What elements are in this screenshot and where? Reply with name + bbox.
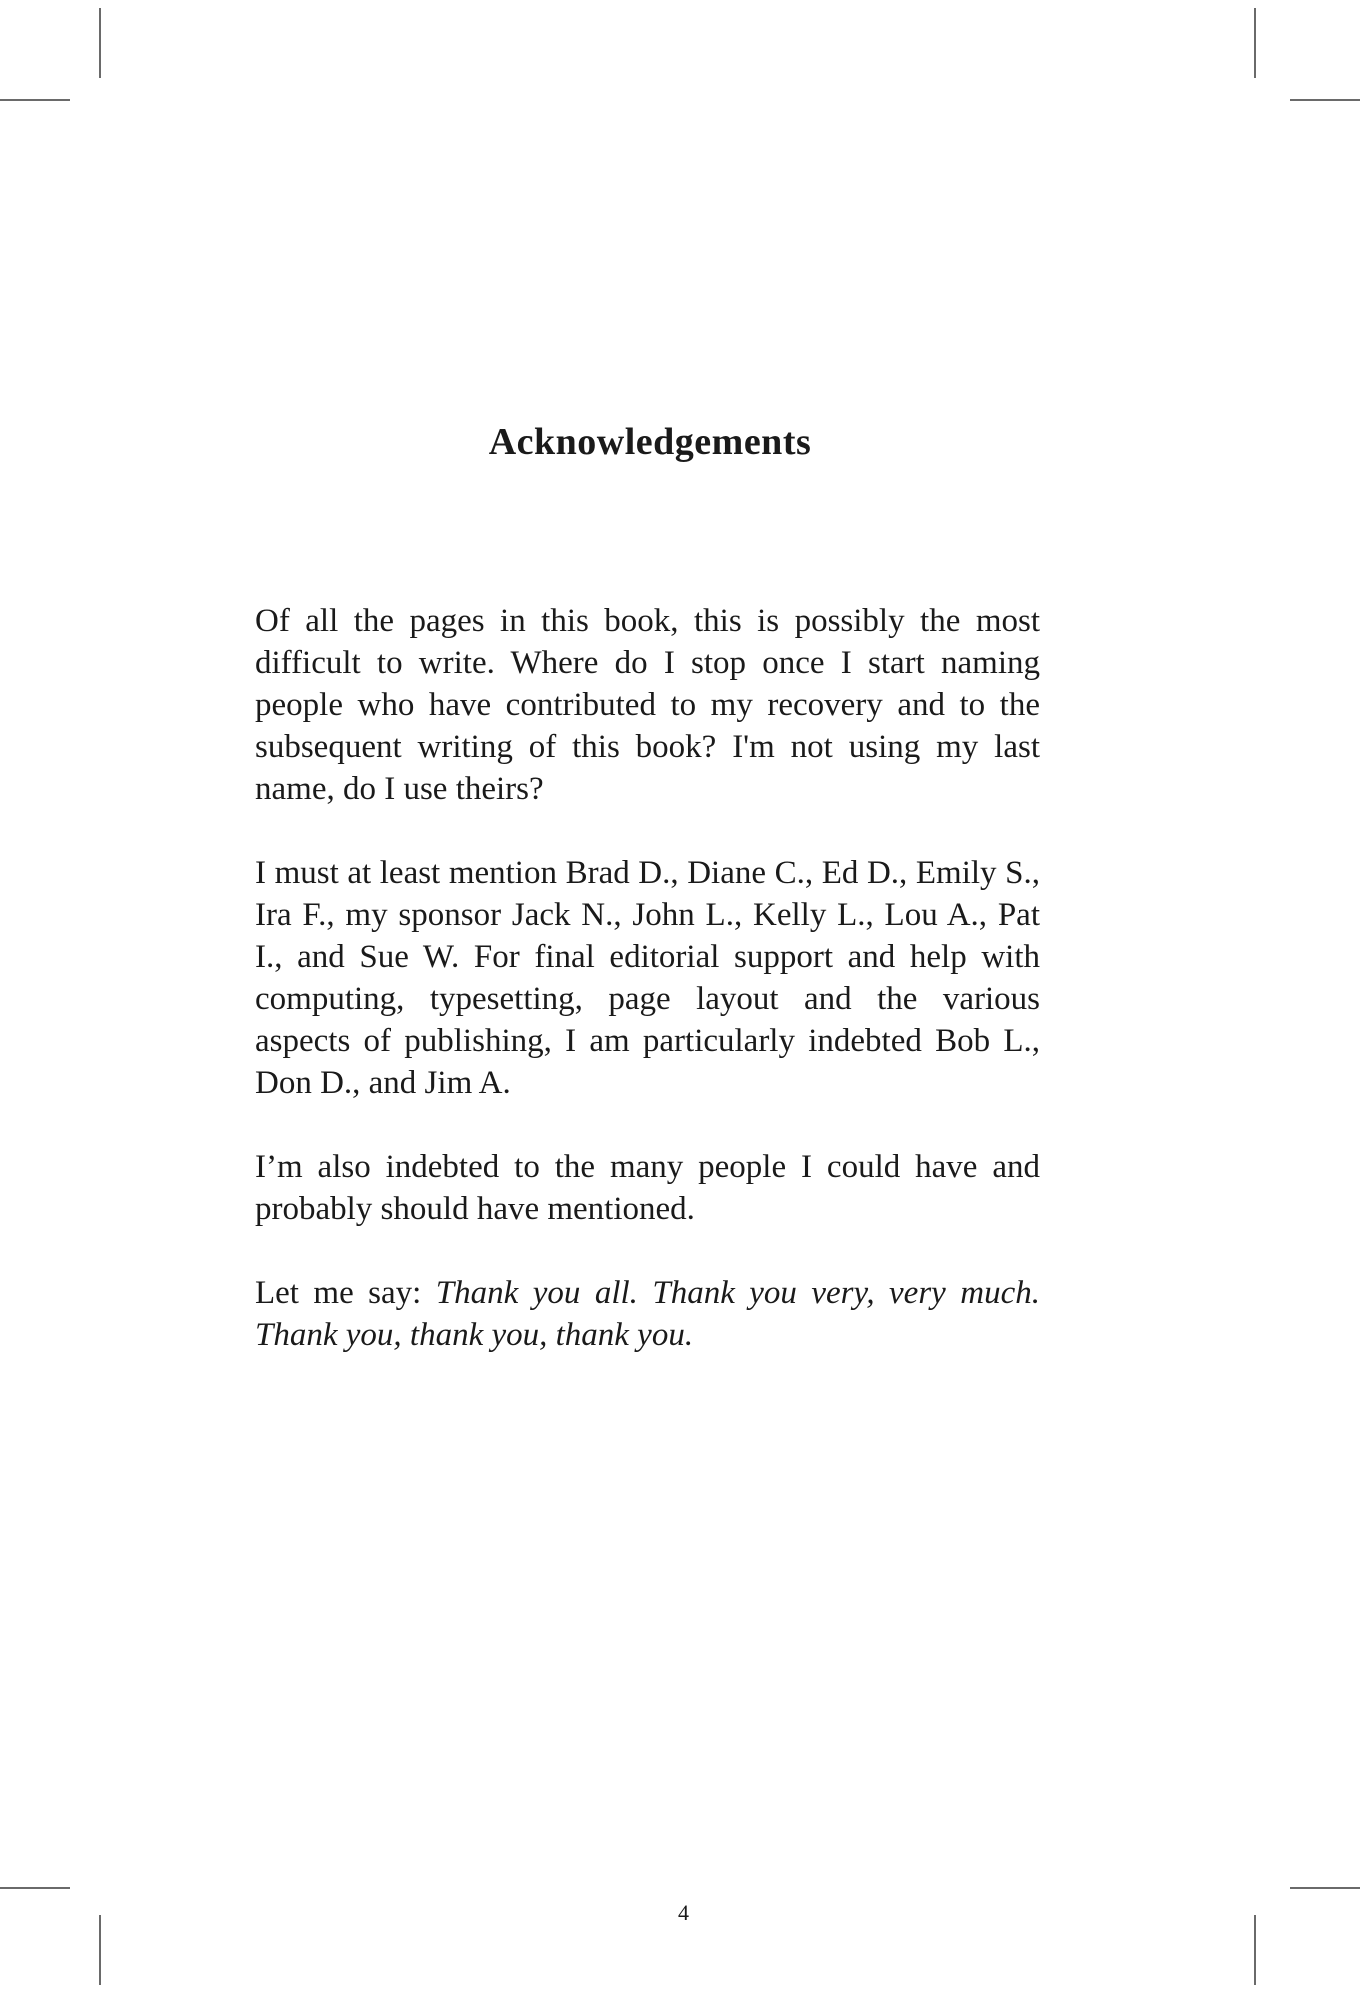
paragraph: I must at least mention Brad D., Diane C., Ed D., Emily S., Ira F., my sponsor Jack N., John L., Kelly L., Lou A., Pat I., and Sue W. For final editorial support and help with computing, typesetting, page layout and the various aspects of publishing, I am particularly indebted Bob L., Don D., and Jim A. — [255, 855, 1040, 1101]
crop-mark-top-right-horizontal — [1290, 99, 1360, 101]
crop-mark-top-left-vertical — [99, 8, 101, 78]
closing-thanks: Thank you all. Thank you very, very much. Thank you, thank you, thank you. — [255, 1275, 1040, 1353]
paragraph: I’m also indebted to the many people I could have and probably should have mentioned. — [255, 1149, 1040, 1227]
page-title: Acknowledgements — [488, 421, 812, 463]
crop-mark-bottom-left-horizontal — [0, 1887, 70, 1889]
paragraph: Of all the pages in this book, this is possibly the most difficult to write. Where do I stop once I start naming people who have contributed to my recovery and to the subsequent writing of this book? I'm not using my last name, do I use theirs? — [255, 603, 1040, 807]
acknowledgements-body — [255, 600, 1040, 1398]
closing-lead: Let me say: — [255, 1275, 436, 1311]
page-number: 4 — [678, 1900, 689, 1925]
crop-mark-bottom-right-horizontal — [1290, 1887, 1360, 1889]
closing-paragraph — [255, 1272, 1040, 1356]
crop-mark-top-left-horizontal — [0, 99, 70, 101]
crop-mark-top-right-vertical — [1254, 8, 1256, 78]
